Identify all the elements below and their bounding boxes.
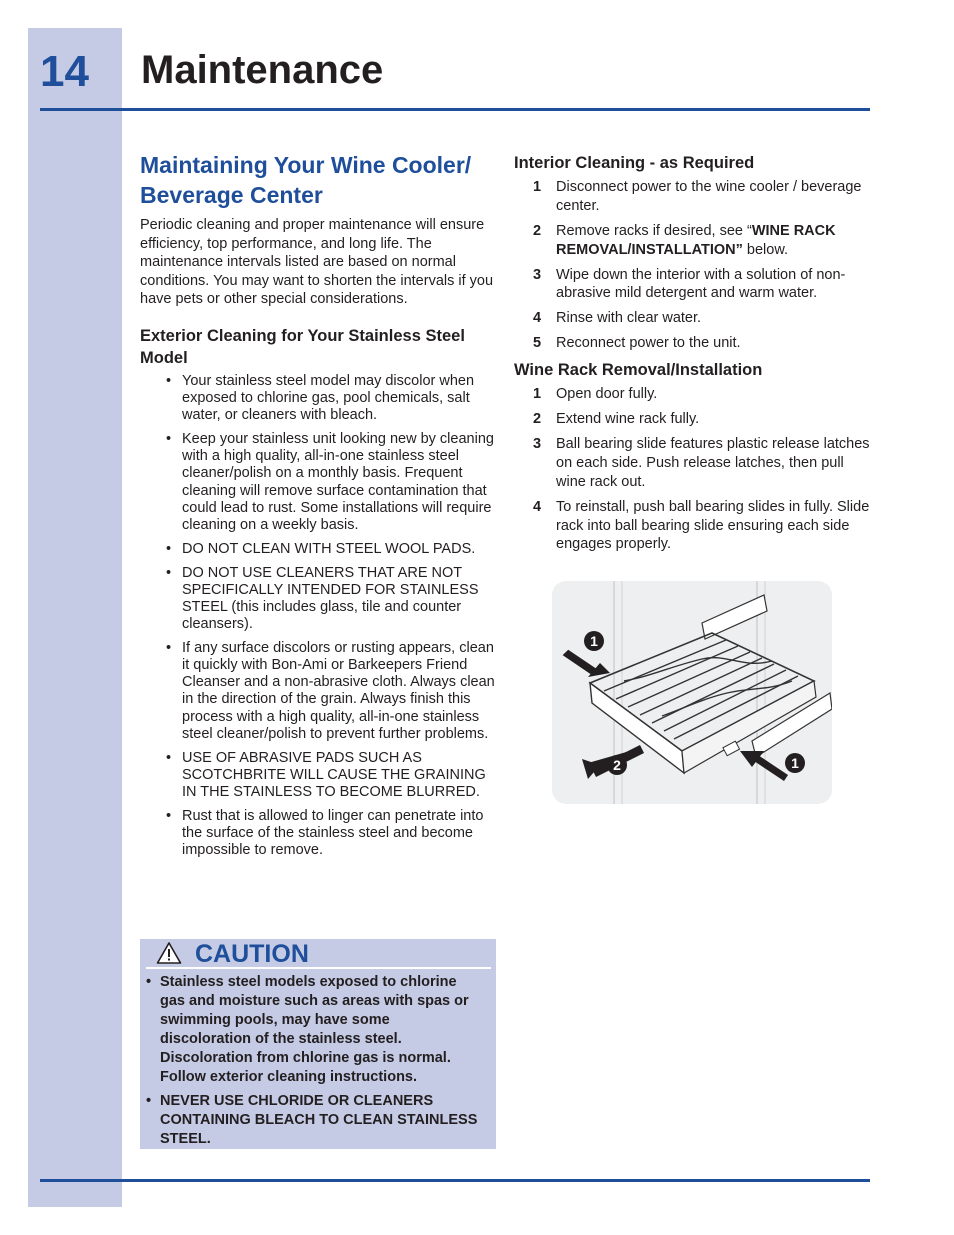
list-item-text: Rust that is allowed to linger can penetrate into the surface of the stainless steel and become impossible to remove. — [182, 807, 484, 859]
section-title: Maintaining Your Wine Cooler/ Beverage Center — [140, 152, 472, 208]
caution-list — [146, 973, 481, 1154]
bullet-icon: • — [166, 564, 172, 581]
interior-steps — [514, 178, 874, 353]
list-item — [166, 541, 500, 558]
step-text: below. — [742, 241, 789, 258]
bullet-icon: • — [166, 372, 172, 389]
list-item — [166, 640, 500, 743]
list-item — [514, 178, 874, 216]
bullet-icon: • — [166, 431, 172, 448]
step-number: 1 — [533, 179, 542, 195]
step-number: 3 — [533, 266, 542, 283]
step-text: Ball bearing slide features plastic release latches on each side. Push release latches, then pull wine rack out. — [556, 436, 870, 490]
bullet-icon: • — [166, 540, 172, 557]
step-text-bold: WINE RACK REMOVAL/INSTALLATION” — [556, 222, 836, 258]
step-text: Disconnect power to the wine cooler / beverage center. — [556, 179, 862, 214]
step-number: 4 — [533, 498, 542, 515]
right-column — [514, 152, 874, 560]
exterior-heading: Exterior Cleaning for Your Stainless Steel Model — [140, 326, 465, 367]
list-item — [514, 266, 874, 304]
step-number: 2 — [533, 222, 542, 239]
callout-number: 1 — [791, 755, 799, 771]
caution-title: CAUTION — [195, 940, 309, 968]
callout-2 — [607, 755, 627, 775]
step-text: Extend wine rack fully. — [556, 411, 700, 428]
step-text: Rinse with clear water. — [556, 310, 702, 327]
list-item — [146, 1092, 481, 1149]
list-item — [514, 435, 874, 491]
list-item-text: Your stainless steel model may discolor when exposed to chlorine gas, pool chemicals, salt water, or cleaners with bleach. — [182, 372, 475, 424]
header-divider — [40, 108, 870, 111]
interior-heading: Interior Cleaning - as Required — [514, 154, 755, 172]
step-number: 4 — [533, 310, 542, 327]
list-item — [166, 808, 500, 860]
callout-number: 1 — [590, 633, 598, 649]
step-text: Open door fully. — [556, 386, 658, 403]
exterior-list — [140, 373, 500, 859]
list-item-text: Keep your stainless unit looking new by cleaning with a high quality, all-in-one stainless steel cleaner/polish on a monthly basis. Frequent cleaning will remove surface contamination that could lead to rust. Some installations will require cleaning on a weekly basis. — [182, 431, 494, 534]
list-item — [166, 431, 500, 534]
step-number: 1 — [533, 386, 542, 403]
rack-heading: Wine Rack Removal/Installation — [514, 361, 763, 380]
list-item — [514, 385, 874, 404]
list-item — [514, 309, 874, 328]
bullet-icon: • — [146, 974, 152, 990]
callout-number: 2 — [613, 757, 621, 773]
list-item-text: DO NOT USE CLEANERS THAT ARE NOT SPECIFICALLY INTENDED FOR STAINLESS STEEL (this includes glass, tile and counter cleansers). — [182, 564, 479, 633]
list-item — [166, 373, 500, 425]
callout-1-top — [584, 631, 604, 651]
list-item — [146, 973, 481, 1087]
list-item-text: Stainless steel models exposed to chlorine gas and moisture such as areas with spas or swimming pools, may have some discoloration of the stainless steel. Discoloration from chlorine gas is normal. Follow exterior cleaning instructions. — [160, 974, 469, 1085]
list-item — [514, 498, 874, 554]
rack-steps — [514, 385, 874, 554]
bullet-icon: • — [146, 1093, 152, 1109]
step-text: To reinstall, push ball bearing slides in fully. Slide rack into ball bearing slide ensuring each side engages properly. — [556, 498, 870, 553]
list-item — [514, 410, 874, 429]
step-number: 2 — [533, 411, 542, 428]
sidebar-band — [28, 28, 122, 1207]
caution-header — [146, 939, 491, 969]
list-item-text: USE OF ABRASIVE PADS SUCH AS SCOTCHBRITE WILL CAUSE THE GRAINING IN THE STAINLESS TO BECOME BLURRED. — [182, 749, 486, 800]
step-text: Remove racks if desired, see “ — [556, 222, 752, 239]
caution-box — [140, 939, 496, 1149]
list-item — [514, 222, 874, 260]
list-item-text: DO NOT CLEAN WITH STEEL WOOL PADS. — [182, 540, 476, 557]
page-title: Maintenance — [141, 48, 384, 92]
step-text: Wipe down the interior with a solution of non-abrasive mild detergent and warm water. — [556, 266, 846, 302]
wine-rack-illustration — [552, 581, 832, 804]
bullet-icon: • — [166, 639, 172, 656]
callout-1-bottom — [785, 753, 805, 773]
footer-divider — [40, 1179, 870, 1182]
step-number: 3 — [533, 436, 542, 453]
list-item — [166, 750, 500, 802]
left-column — [140, 150, 500, 866]
bullet-icon: • — [166, 749, 172, 766]
list-item-text: NEVER USE CHLORIDE OR CLEANERS CONTAINING BLEACH TO CLEAN STAINLESS STEEL. — [160, 1093, 478, 1147]
page-number: 14 — [40, 47, 89, 96]
bullet-icon: • — [166, 807, 172, 824]
warning-triangle-icon — [156, 941, 182, 970]
list-item — [166, 565, 500, 634]
step-number: 5 — [533, 335, 542, 352]
intro-paragraph: Periodic cleaning and proper maintenance will ensure efficiency, top performance, and long life. The maintenance intervals listed are based on normal conditions. You may want to shorten the intervals if you have pets or other special considerations. — [140, 217, 494, 308]
list-item-text: If any surface discolors or rusting appears, clean it quickly with Bon-Ami or Barkeepers Friend Cleanser and a non-abrasive cloth. Always clean in the direction of the grain. Always finish this process with a high quality, all-in-one stainless steel cleaner/polish to prevent further problems. — [182, 639, 495, 742]
list-item — [514, 334, 874, 353]
step-text: Reconnect power to the unit. — [556, 335, 741, 352]
